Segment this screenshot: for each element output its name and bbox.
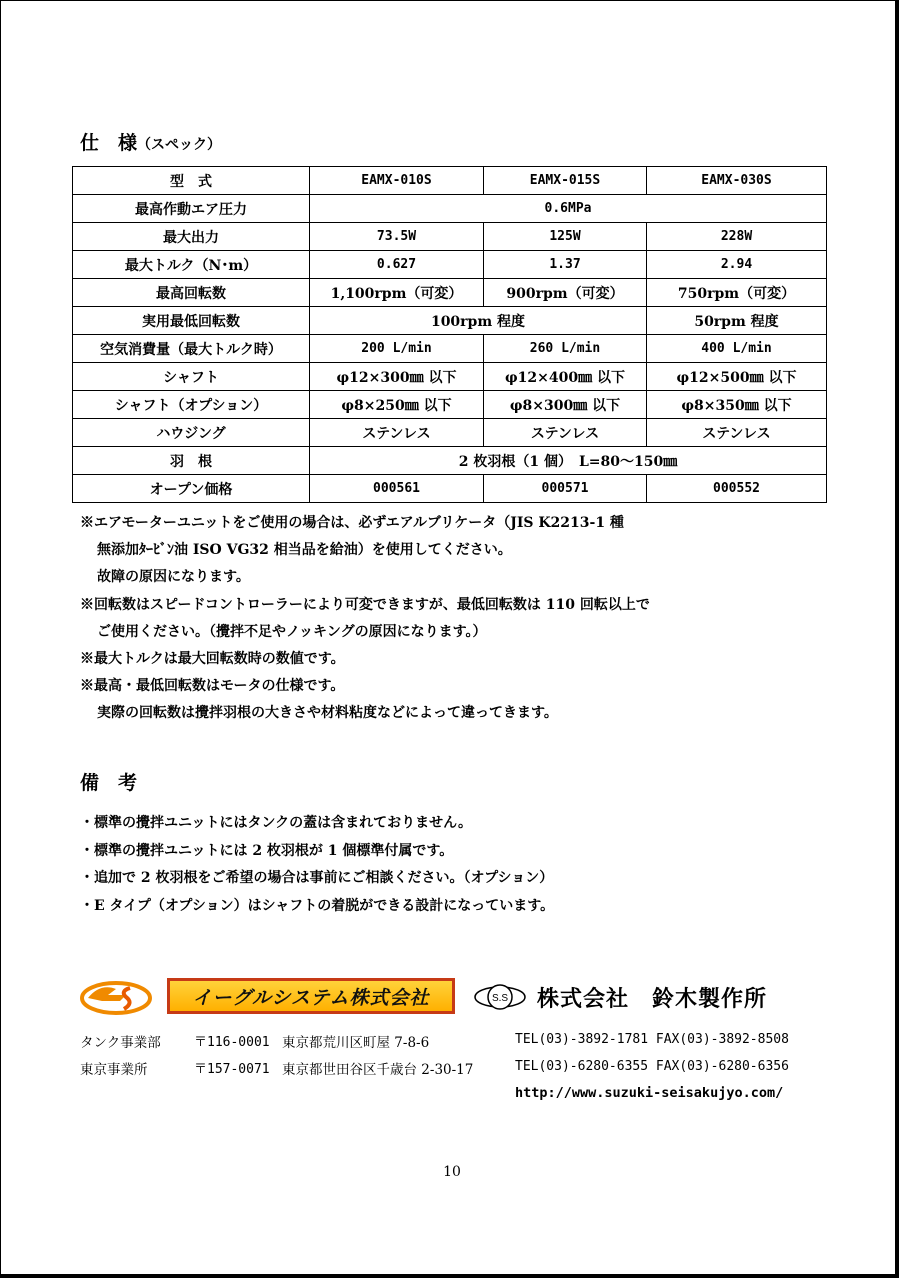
spec-subtitle: （スペック） — [137, 137, 222, 153]
remarks-heading: 備 考 — [80, 772, 138, 794]
row-label: 空気消費量（最大トルク時） — [73, 335, 310, 363]
table-row — [73, 419, 827, 447]
spec-title: 仕 様 — [80, 132, 138, 154]
eagle-system-logo — [80, 979, 152, 1017]
row-label: 最大出力 — [73, 223, 310, 251]
table-row — [73, 447, 827, 475]
remark-line: ・標準の攪拌ユニットには 2 枚羽根が 1 個標準付属です。 — [80, 842, 454, 859]
table-cell: 0.627 — [310, 251, 484, 279]
table-cell: 125W — [484, 223, 647, 251]
table-cell: 73.5W — [310, 223, 484, 251]
row-label: 最高作動エア圧力 — [73, 195, 310, 223]
table-cell: 1.37 — [484, 251, 647, 279]
svg-text:S.S: S.S — [491, 993, 509, 1004]
table-cell: φ8×350㎜ 以下 — [647, 391, 827, 419]
page-number: 10 — [443, 1164, 461, 1180]
table-cell: 260 L/min — [484, 335, 647, 363]
suzuki-company-name: 株式会社 鈴木製作所 — [537, 987, 768, 1012]
note-line: ※エアモーターユニットをご使用の場合は、必ずエアルブリケータ（JIS K2213-1 種 — [80, 515, 624, 531]
remark-line: ・追加で 2 枚羽根をご希望の場合は事前にご相談ください。（オプション） — [80, 870, 554, 886]
row-label: シャフト — [73, 363, 310, 391]
model-cell: EAMX-010S — [310, 167, 484, 195]
eagle-system-name: イーグルシステム株式会社 — [167, 978, 455, 1014]
table-cell: 200 L/min — [310, 335, 484, 363]
table-cell: φ8×250㎜ 以下 — [310, 391, 484, 419]
table-cell: ステンレス — [310, 419, 484, 447]
table-row — [73, 195, 827, 223]
remark-line: ・標準の攪拌ユニットにはタンクの蓋は含まれておりません。 — [80, 815, 472, 831]
table-row — [73, 475, 827, 503]
row-label: オープン価格 — [73, 475, 310, 503]
model-cell: EAMX-015S — [484, 167, 647, 195]
office-contact: TEL(03)-6280-6355 FAX(03)-6280-6356 — [515, 1059, 789, 1074]
table-cell: 750rpm（可変） — [647, 279, 827, 307]
row-label: 型 式 — [73, 167, 310, 195]
page-border-right — [895, 0, 899, 1278]
table-row — [73, 223, 827, 251]
table-row — [73, 251, 827, 279]
website-link[interactable]: http://www.suzuki-seisakujyo.com/ — [515, 1085, 784, 1101]
table-cell: φ12×300㎜ 以下 — [310, 363, 484, 391]
remarks-block — [80, 810, 840, 920]
table-cell: 1,100rpm（可変） — [310, 279, 484, 307]
table-cell: φ8×300㎜ 以下 — [484, 391, 647, 419]
table-row — [73, 167, 827, 195]
table-cell: 50rpm 程度 — [647, 307, 827, 335]
page-border-left — [0, 0, 1, 1278]
table-cell: 900rpm（可変） — [484, 279, 647, 307]
row-label: ハウジング — [73, 419, 310, 447]
office-name: タンク事業部 — [80, 1035, 161, 1051]
table-cell: 2 枚羽根（1 個） L=80～150㎜ — [310, 447, 827, 475]
table-row — [73, 279, 827, 307]
table-cell: 100rpm 程度 — [310, 307, 647, 335]
office-postal: 〒157-0071 — [194, 1062, 270, 1077]
note-line: ※回転数はスピードコントローラーにより可変できますが、最低回転数は 110 回転以上で — [80, 596, 650, 613]
spec-heading — [80, 128, 221, 155]
table-cell: φ12×400㎜ 以下 — [484, 363, 647, 391]
row-label: 最大トルク（N･m） — [73, 251, 310, 279]
note-line: ご使用ください。（攪拌不足やノッキングの原因になります。） — [97, 623, 487, 640]
row-label: 羽 根 — [73, 447, 310, 475]
table-cell: φ12×500㎜ 以下 — [647, 363, 827, 391]
office-contact: TEL(03)-3892-1781 FAX(03)-3892-8508 — [515, 1032, 789, 1047]
spec-table — [72, 166, 827, 503]
table-row — [73, 335, 827, 363]
model-cell: EAMX-030S — [647, 167, 827, 195]
note-line: 故障の原因になります。 — [97, 569, 250, 586]
note-line: ※最高・最低回転数はモータの仕様です。 — [80, 678, 345, 695]
row-label: シャフト（オプション） — [73, 391, 310, 419]
table-row — [73, 363, 827, 391]
remark-line: ・E タイプ（オプション）はシャフトの着脱ができる設計になっています。 — [80, 897, 555, 914]
note-line: 無添加ﾀｰﾋﾞﾝ油 ISO VG32 相当品を給油）を使用してください。 — [97, 542, 512, 559]
row-label: 実用最低回転数 — [73, 307, 310, 335]
table-cell: 2.94 — [647, 251, 827, 279]
table-cell: ステンレス — [647, 419, 827, 447]
office-address: 東京都世田谷区千歳台 2-30-17 — [282, 1062, 474, 1078]
row-label: 最高回転数 — [73, 279, 310, 307]
table-cell: ステンレス — [484, 419, 647, 447]
note-line: ※最大トルクは最大回転数時の数値です。 — [80, 651, 345, 668]
table-row — [73, 391, 827, 419]
price-cell: 000561 — [310, 475, 484, 503]
office-name: 東京事業所 — [80, 1062, 148, 1078]
note-line: 実際の回転数は攪拌羽根の大きさや材料粘度などによって違ってきます。 — [97, 705, 558, 722]
table-cell: 400 L/min — [647, 335, 827, 363]
office-address: 東京都荒川区町屋 7-8-6 — [282, 1035, 430, 1051]
notes-block — [80, 510, 840, 728]
price-cell: 000571 — [484, 475, 647, 503]
table-cell: 0.6MPa — [310, 195, 827, 223]
office-postal: 〒116-0001 — [194, 1035, 270, 1050]
price-cell: 000552 — [647, 475, 827, 503]
page-border-bottom — [0, 1274, 899, 1278]
page-border-top — [0, 0, 899, 1]
table-row — [73, 307, 827, 335]
table-cell: 228W — [647, 223, 827, 251]
suzuki-logo — [473, 980, 527, 1014]
